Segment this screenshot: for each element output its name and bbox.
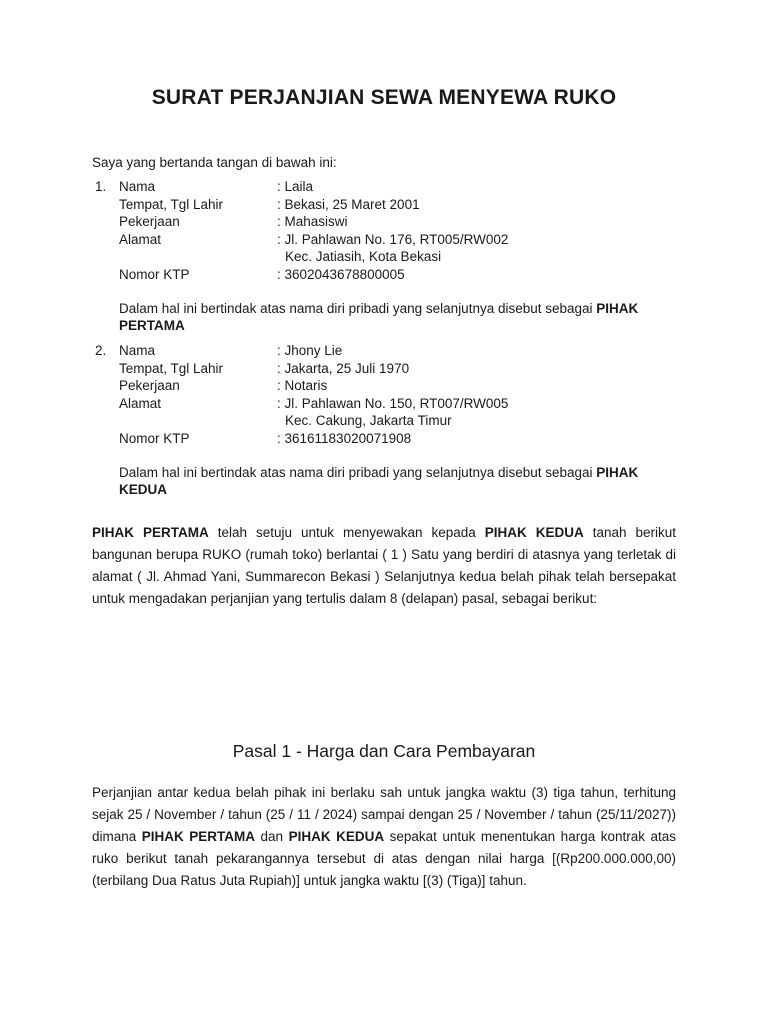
party-1-value-name: : Laila: [277, 179, 314, 194]
party-1-row-name: [92, 178, 692, 196]
party-1-row-job: [92, 213, 692, 231]
party-2-label-ktp: Nomor KTP: [119, 430, 190, 446]
party-1-value-job: : Mahasiswi: [277, 214, 348, 230]
agreement-party-2: PIHAK KEDUA: [484, 525, 584, 540]
party-1-label-job: Pekerjaan: [119, 214, 180, 230]
party-1-value-ktp: : 3602043678800005: [277, 266, 405, 282]
party-1-row-address-2: [92, 248, 692, 266]
party-1-label-ktp: Nomor KTP: [119, 266, 190, 282]
document-title: SURAT PERJANJIAN SEWA MENYEWA RUKO: [151, 86, 617, 109]
pasal-1-text-2: dan: [255, 829, 289, 844]
agreement-paragraph: [92, 522, 676, 610]
party-2-value-name: : Jhony Lie: [277, 343, 343, 358]
pasal-1-paragraph: [92, 782, 676, 892]
party-2-label-birth: Tempat, Tgl Lahir: [119, 360, 224, 376]
party-2-value-ktp: : 36161183020071908: [277, 430, 412, 446]
party-2-value-birth: : Jakarta, 25 Juli 1970: [277, 360, 410, 376]
party-2-value-address: : Jl. Pahlawan No. 150, RT007/RW005: [277, 395, 509, 411]
party-2-row-address-2: [92, 412, 692, 430]
party-2-label-name: Nama: [119, 343, 156, 358]
party-2-label-job: Pekerjaan: [119, 378, 180, 394]
party-2-label-address: Alamat: [119, 395, 162, 411]
party-2-row-name: [92, 342, 692, 360]
party-1-label-name: Nama: [119, 179, 156, 194]
party-1-note-text: Dalam hal ini bertindak atas nama diri pribadi yang selanjutnya disebut sebagai: [119, 300, 597, 316]
party-1-row-address: [92, 231, 692, 249]
party-1-block: [92, 178, 692, 335]
agreement-text-2: tanah berikut bangunan berupa RUKO (rumah toko) berlantai ( 1 ) Satu yang berdiri di atasnya yang terletak di alamat ( Jl. Ahmad Yani, Summarecon Bekasi ) Selanjutnya kedua belah pihak telah bersepakat untuk mengadakan perjanjian yang tertulis dalam 8 (delapan) pasal, sebagai berikut:: [92, 525, 676, 606]
party-2-note-text: Dalam hal ini bertindak atas nama diri pribadi yang selanjutnya disebut sebagai: [119, 464, 597, 480]
party-2-block: [92, 342, 692, 499]
party-1-value-birth: : Bekasi, 25 Maret 2001: [277, 196, 420, 212]
pasal-1-heading: Pasal 1 - Harga dan Cara Pembayaran: [232, 741, 536, 761]
party-1-label-address: Alamat: [119, 231, 162, 247]
party-1-role: PIHAK PERTAMA: [119, 300, 639, 334]
pasal-1-party-2: PIHAK KEDUA: [288, 829, 385, 844]
party-1-value-address: : Jl. Pahlawan No. 176, RT005/RW002: [277, 231, 509, 247]
party-2-row-birth: [92, 360, 692, 378]
party-2-row-ktp: [92, 430, 692, 448]
agreement-party-1: PIHAK PERTAMA: [92, 525, 209, 540]
party-2-note: [119, 464, 679, 499]
party-2-role: PIHAK KEDUA: [119, 464, 639, 498]
agreement-text-1: telah setuju untuk menyewakan kepada: [208, 525, 485, 540]
party-1-value-address-2: Kec. Jatiasih, Kota Bekasi: [285, 249, 442, 265]
party-1-note: [119, 300, 679, 335]
intro-text: Saya yang bertanda tangan di bawah ini:: [92, 155, 337, 170]
pasal-1-text-1: Perjanjian antar kedua belah pihak ini berlaku sah untuk jangka waktu (3) tiga tahun, terhitung sejak 25 / November / tahun (25 / 11 / 2024) sampai dengan 25 / November / tahun (25/11/2027)) dimana: [92, 785, 676, 844]
party-1-row-birth: [92, 196, 692, 214]
party-2-value-address-2: Kec. Cakung, Jakarta Timur: [285, 413, 452, 429]
pasal-1-text-3: sepakat untuk menentukan harga kontrak atas ruko berikut tanah pekarangannya tersebut di atas dengan nilai harga [(Rp200.000.000,00) (terbilang Dua Ratus Juta Rupiah)] untuk jangka waktu [(3) (Tiga)] tahun.: [92, 829, 676, 888]
party-1-row-ktp: [92, 266, 692, 284]
pasal-1-party-1: PIHAK PERTAMA: [141, 829, 256, 844]
party-2-value-job: : Notaris: [277, 378, 328, 394]
party-1-label-birth: Tempat, Tgl Lahir: [119, 196, 224, 212]
party-2-number: 2.: [95, 343, 107, 358]
party-1-number: 1.: [95, 179, 107, 194]
party-2-row-address: [92, 395, 692, 413]
party-2-row-job: [92, 377, 692, 395]
